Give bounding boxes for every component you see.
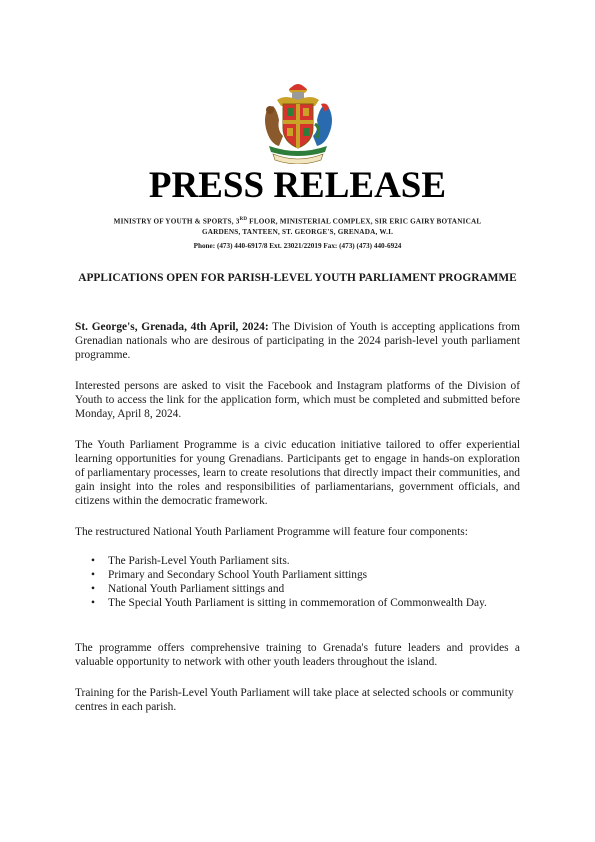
components-list bbox=[75, 554, 520, 610]
ministry-line1-b: FLOOR, MINISTERIAL COMPLEX, SIR ERIC GAIRY BOTANICAL bbox=[247, 217, 482, 226]
bullet-icon: • bbox=[91, 583, 95, 595]
bullet-icon: • bbox=[91, 597, 95, 609]
ministry-line2: GARDENS, TANTEEN, ST. GEORGE'S, GRENADA, W.I. bbox=[201, 228, 394, 237]
list-item bbox=[75, 568, 520, 582]
bullet-icon: • bbox=[91, 569, 95, 581]
ordinal-suffix: RD bbox=[239, 217, 248, 222]
paragraph-intro bbox=[75, 320, 520, 362]
list-item-text: Primary and Secondary School Youth Parliament sittings bbox=[108, 569, 368, 581]
list-item bbox=[75, 554, 520, 568]
coat-of-arms-icon bbox=[255, 80, 341, 164]
paragraph-intro-text: The Division of Youth is accepting applications from Grenadian nationals who are desirous of participating in the 2024 parish-level youth parliament programme. bbox=[75, 321, 520, 361]
contact-phone-fax: Phone: (473) 440-6917/8 Ext. 23021/22019 Fax: (473) (473) 440-6924 bbox=[193, 242, 402, 250]
page-title: PRESS RELEASE bbox=[148, 165, 447, 206]
bullet-icon: • bbox=[91, 555, 95, 567]
paragraph-components: The restructured National Youth Parliament Programme will feature four components: bbox=[75, 526, 468, 538]
dateline: St. George's, Grenada, 4th April, 2024: bbox=[75, 321, 269, 333]
paragraph-training-offer: The programme offers comprehensive training to Grenada's future leaders and provides a valuable opportunity to network with other youth leaders throughout the island. bbox=[75, 642, 520, 668]
list-item bbox=[75, 582, 520, 596]
list-item bbox=[75, 596, 520, 610]
paragraph-application: Interested persons are asked to visit the Facebook and Instagram platforms of the Division of Youth to access the link for the application form, which must be completed and submitted before Monday, April 8, 2024. bbox=[75, 380, 520, 420]
list-item-text: The Parish-Level Youth Parliament sits. bbox=[108, 555, 290, 567]
paragraph-training-location: Training for the Parish-Level Youth Parliament will take place at selected schools or community centres in each parish. bbox=[75, 687, 514, 713]
paragraph-programme: The Youth Parliament Programme is a civic education initiative tailored to offer experiential learning opportunities for young Grenadians. Participants get to engage in hands-on exploration of parliamentary processes, learn to create resolutions that directly impact their communities, and gain insight into the roles and responsibilities of parliamentarians, government officials, and citizens within the democratic framework. bbox=[75, 439, 520, 507]
list-item-text: The Special Youth Parliament is sitting in commemoration of Commonwealth Day. bbox=[108, 597, 487, 609]
ministry-address bbox=[60, 214, 535, 238]
ministry-line1-a: MINISTRY OF YOUTH & SPORTS, 3 bbox=[113, 217, 240, 226]
article-headline: APPLICATIONS OPEN FOR PARISH-LEVEL YOUTH PARLIAMENT PROGRAMME bbox=[78, 272, 517, 284]
list-item-text: National Youth Parliament sittings and bbox=[108, 583, 285, 595]
